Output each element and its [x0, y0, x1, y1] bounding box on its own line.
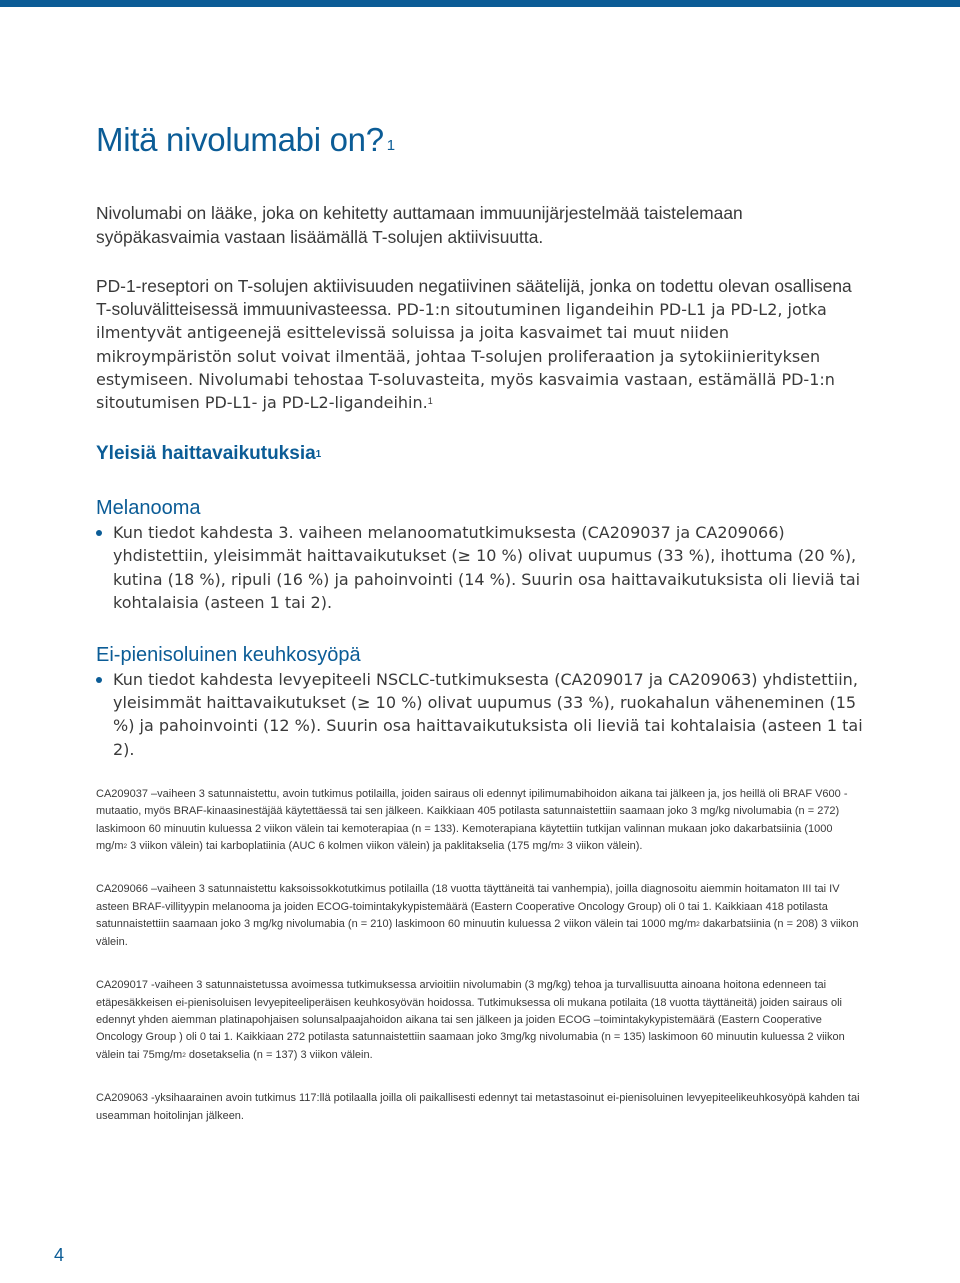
footnote-ca209066 [96, 881, 866, 951]
mechanism-reference: 1 [427, 396, 433, 407]
list-item [96, 668, 863, 761]
nsclc-heading: Ei-pienisoluinen keuhkosyöpä [96, 644, 361, 667]
footnote-ca209066-text-b: dakarbatsiinia (n = 208) 3 viikon välein. [96, 918, 859, 948]
page-title-text: Mitä nivolumabi on? [96, 121, 384, 158]
bullet-icon [96, 677, 102, 683]
footnote-ca209017-sup1: 2 [182, 1051, 186, 1059]
footnote-ca209037-sup2: 2 [559, 843, 564, 851]
nsclc-bullet-text: Kun tiedot kahdesta levyepiteeli NSCLC-tutkimuksesta (CA209017 ja CA209063) yhdistettiin, yleisimmät haittavaikutukset (≥ 10 %) olivat uupumus (33 %), ruokahalun väheneminen (15 %) ja pahoinvointi (12 %). Suurin osa haittavaikutuksista oli lieviä tai kohtalaisia (asteen 1 tai 2). [113, 670, 863, 759]
side-effects-heading [96, 441, 866, 467]
footnote-ca209037-text-c: 3 viikon välein). [563, 840, 643, 853]
footnote-ca209063: CA209063 -yksihaarainen avoin tutkimus 117:llä potilaalla joilla oli paikallisesti edennyt tai metastasoinut ei-pienisoluinen levyepiteelikeuhkosyöpä kahden tai useamman hoitolinjan jälkeen. [96, 1092, 860, 1122]
footnote-ca209066-sup1: 2 [696, 921, 700, 929]
melanoma-heading: Melanooma [96, 497, 201, 520]
page-content [96, 118, 866, 1125]
footnote-ca209017-text-b: dosetakselia (n = 137) 3 viikon välein. [185, 1048, 373, 1061]
melanoma-list [96, 521, 866, 614]
footnote-ca209037-text-b: 3 viikon välein) tai karboplatiinia (AUC 6 kolmen viikon välein) ja paklitakselia (175 mg/m [127, 840, 560, 853]
side-effects-heading-text: Yleisiä haittavaikutuksia [96, 443, 316, 465]
mechanism-text-part1: PD-1-reseptori on T-solujen aktiivisuuden negatiivinen säätelijä, jonka on todettu olevan osallisena T-soluvälitteisessä immuunivasteessa. [96, 276, 852, 320]
nsclc-list [96, 668, 866, 761]
title-reference: 1 [386, 137, 395, 154]
bullet-icon [96, 530, 102, 536]
side-effects-reference: 1 [315, 449, 322, 461]
melanoma-bullet-text: Kun tiedot kahdesta 3. vaiheen melanoomatutkimuksesta (CA209037 ja CA209066) yhdistettiin, yleisimmät haittavaikutukset (≥ 10 %) olivat uupumus (33 %), ihottuma (20 %), kutina (18 %), ripuli (16 %) ja pahoinvointi (14 %). Suurin osa haittavaikutuksista oli lieviä tai kohtalaisia (asteen 1 tai 2). [113, 523, 861, 612]
top-accent-bar [0, 0, 960, 7]
footnote-ca209037 [96, 786, 866, 856]
mechanism-text-part2: PD-1:n sitoutuminen ligandeihin PD-L1 ja PD-L2, jotka ilmentyvät antigeenejä esittelevissä soluissa ja joita kasvaimet tai muut niiden mikroympäristön solut voivat ilmentää, johtaa T-solujen proliferaation ja sytokiinierityksen estymiseen. Nivolumabi tehostaa T-soluvasteita, myös kasvaimia vastaan, estämällä PD-1:n sitoutumisen PD-L1- ja PD-L2-ligandeihin. [96, 300, 835, 413]
intro-paragraph: Nivolumabi on lääke, joka on kehitetty auttamaan immuunijärjestelmää taistelemaan syöpäkasvaimia vastaan lisäämällä T-solujen aktiivisuutta. [96, 203, 743, 247]
footnote-ca209017-text-a: CA209017 -vaiheen 3 satunnaistetussa avoimessa tutkimuksessa arvioitiin nivolumabin (3 mg/kg) tehoa ja turvallisuutta ainoana hoitona edenneen tai etäpesäkkeisen ei-pienisoluisen levyepiteeliperäisen keuhkosyövän hoidossa. Tutkimuksessa oli mukana potilaita (18 vuotta täyttäneitä) joiden sairaus oli edennyt yhden aiemman platinapohjaisen solunsalpaajahoidon aikana tai sen jälkeen ja joiden ECOG –toimintakykypistemäärä (Eastern Cooperative Oncology Group ) oli 0 tai 1. Kaikkiaan 272 potilasta satunnaistettiin saamaan joko 3mg/kg nivolumabia (n = 135) laskimoon 60 minuutin kuluessa 2 viikon välein tai 75mg/m [96, 979, 845, 1061]
footnote-ca209037-text-a: CA209037 –vaiheen 3 satunnaistettu, avoin tutkimus potilailla, joiden sairaus oli edennyt ipilimumabihoidon aikana tai jälkeen ja, jos heillä oli BRAF V600 -mutaatio, myös BRAF-kinaasinestäjää käytettäessä tai sen jälkeen. Kaikkiaan 405 potilasta satunnaistettiin saamaan joko 3 mg/kg nivolumabia (n = 272) laskimoon 60 minuutin kuluessa 2 viikon välein tai kemoterapiaa (n = 133). Kemoterapiana käytettiin tutkijan valinnan mukaan joko dakarbatsiinia (1000 mg/m [96, 787, 848, 853]
footnote-ca209037-sup1: 2 [123, 843, 128, 851]
list-item [96, 521, 863, 614]
page-title [96, 118, 866, 162]
mechanism-paragraph [96, 275, 856, 414]
footnote-ca209066-text-a: CA209066 –vaiheen 3 satunnaistettu kaksoissokkotutkimus potilailla (18 vuotta täyttäneitä tai vanhempia), joilla diagnosoitu aiemmin hoitamaton III tai IV asteen BRAF-villityypin melanooma ja joiden ECOG-toimintakykypistemäärä (Eastern Cooperative Oncology Group) oli 0 tai 1. Kaikkiaan 418 potilasta satunnaistettiin saamaan joko 3 mg/kg nivolumabia (n = 210) laskimoon 60 minuutin kuluessa 2 viikon välein tai 1000 mg/m [96, 883, 840, 931]
footnote-ca209017 [96, 977, 866, 1064]
page-number: 4 [54, 1245, 65, 1265]
